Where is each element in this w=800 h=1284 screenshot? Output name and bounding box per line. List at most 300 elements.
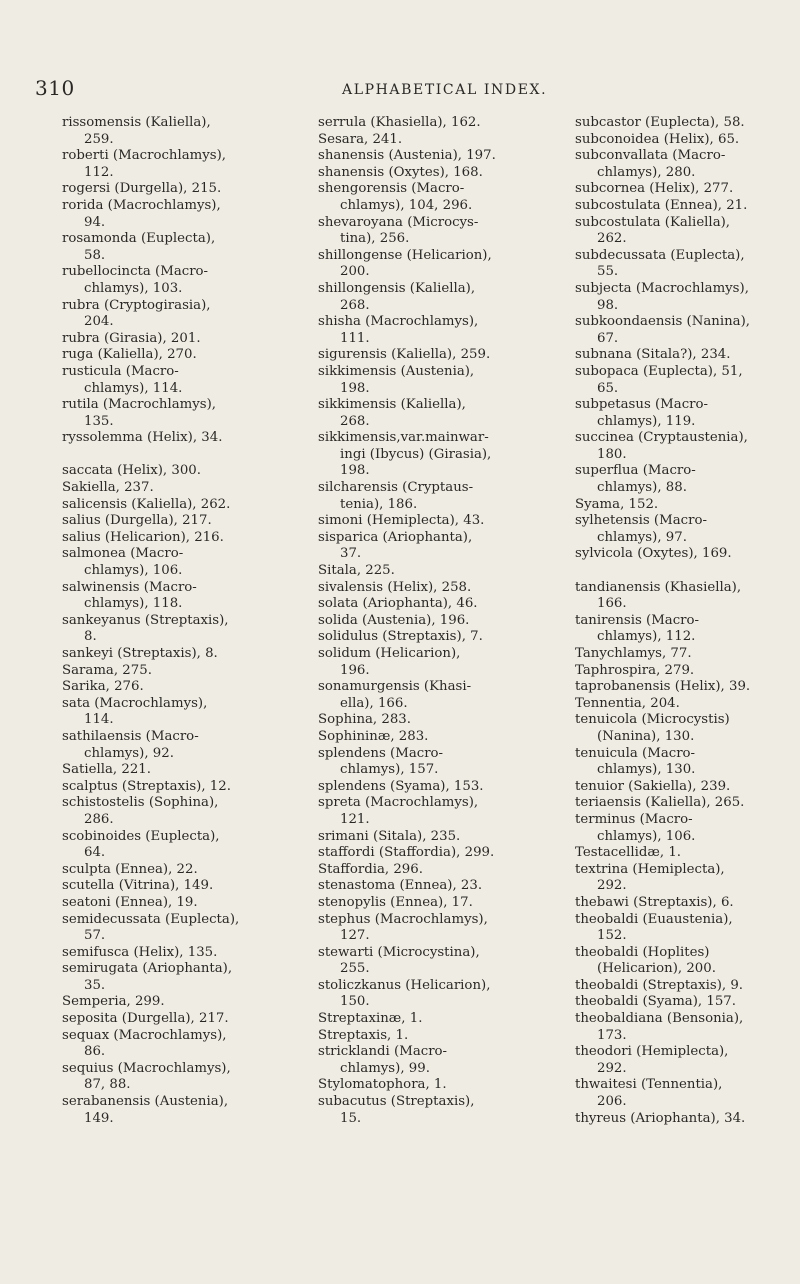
index-entry-term: Sakiella, 237. (62, 480, 154, 496)
index-entry (62, 961, 292, 994)
index-entry-continuation: tina), 256. (340, 231, 410, 247)
index-entry (318, 314, 548, 347)
index-entry-continuation: 286. (84, 811, 114, 827)
index-entry-term: shisha (Macrochlamys), (318, 314, 479, 330)
index-entry (575, 646, 790, 663)
index-entry-term: theobaldi (Hoplites) (575, 944, 710, 960)
index-entry-term: sequius (Macrochlamys), (62, 1060, 231, 1076)
index-entry-term: ryssolemma (Helix), 34. (62, 430, 223, 446)
index-entry-term: Tanychlamys, 77. (575, 646, 692, 661)
index-entry (318, 646, 548, 679)
index-entry-term: rorida (Macrochlamys), (62, 197, 221, 213)
index-entry (318, 181, 548, 214)
index-entry (62, 762, 292, 779)
index-entry-term: schistostelis (Sophina), (62, 795, 219, 811)
index-entry-term: semirugata (Ariophanta), (62, 961, 233, 977)
index-entry-term: salicensis (Kaliella), 262. (62, 496, 231, 512)
index-entry (575, 1011, 790, 1044)
index-entry (575, 779, 790, 796)
index-entry-continuation: ella), 166. (340, 695, 408, 711)
index-entry-term: srimani (Sitala), 235. (318, 828, 461, 844)
index-entry (318, 845, 548, 862)
index-entry (318, 1077, 548, 1094)
index-entry-term: rusticula (Macro- (62, 363, 179, 379)
index-entry (62, 231, 292, 264)
index-entry-term: Stylomatophora, 1. (318, 1077, 447, 1093)
index-entry-term: splendens (Syama), 153. (318, 778, 484, 794)
index-entry (62, 331, 292, 348)
index-entry (318, 215, 548, 248)
index-entry-term: subpetasus (Macro- (575, 397, 709, 413)
index-entry (575, 1111, 790, 1128)
index-entry-continuation: 292. (597, 1060, 627, 1076)
index-entry (318, 895, 548, 912)
index-entry-continuation: 65. (597, 380, 619, 396)
index-entry-continuation: chlamys), 119. (597, 413, 696, 429)
index-entry-term: sathilaensis (Macro- (62, 728, 199, 744)
index-entry-term: Streptaxinæ, 1. (318, 1011, 423, 1027)
index-entry (575, 696, 790, 713)
index-entry-term: theodori (Hemiplecta), (575, 1044, 729, 1060)
index-entry-continuation: (Helicarion), 200. (597, 961, 716, 977)
index-entry-continuation: (Nanina), 130. (597, 728, 695, 744)
index-entry-continuation: 57. (84, 928, 106, 944)
index-entry-term: stoliczkanus (Helicarion), (318, 977, 491, 993)
index-entry-continuation: 35. (84, 977, 106, 993)
index-entry (62, 1061, 292, 1094)
index-entry (318, 945, 548, 978)
index-entry (575, 148, 790, 181)
index-entry-continuation: chlamys), 106. (84, 563, 183, 579)
index-entry-term: seposita (Durgella), 217. (62, 1011, 229, 1027)
index-entry-term: Semperia, 299. (62, 994, 165, 1010)
page-header (0, 76, 800, 106)
index-entry (575, 945, 790, 978)
index-entry (318, 978, 548, 1011)
index-entry (318, 248, 548, 281)
index-entry (318, 596, 548, 613)
index-entry (318, 364, 548, 397)
index-entry (62, 497, 292, 514)
index-entry-term: rubra (Cryptogirasia), (62, 297, 211, 313)
index-entry-term: serrula (Khasiella), 162. (318, 115, 481, 130)
index-entry-continuation: 87, 88. (84, 1077, 131, 1093)
index-entry-continuation: 149. (84, 1110, 114, 1126)
index-entry-term: Staffordia, 296. (318, 861, 423, 877)
index-entry (318, 1094, 548, 1127)
index-entry (575, 497, 790, 514)
index-entry (62, 646, 292, 663)
index-entry-term: salmonea (Macro- (62, 546, 184, 562)
index-entry-term: ruga (Kaliella), 270. (62, 347, 197, 363)
index-entry (318, 513, 548, 530)
index-entry (318, 115, 548, 132)
index-entry-term: Satiella, 221. (62, 762, 151, 778)
index-entry (318, 795, 548, 828)
index-entry-term: subconvallata (Macro- (575, 148, 726, 164)
index-entry (575, 580, 790, 613)
index-entry (62, 613, 292, 646)
index-entry-term: stenastoma (Ennea), 23. (318, 878, 483, 894)
index-entry-continuation: 196. (340, 662, 370, 678)
index-entry-continuation: 268. (340, 297, 370, 313)
index-entry-term: teriaensis (Kaliella), 265. (575, 795, 745, 811)
index-entry-continuation: 173. (597, 1027, 627, 1043)
index-entry-continuation: chlamys), 112. (597, 629, 696, 645)
index-entry-continuation: chlamys), 118. (84, 596, 183, 612)
index-entry (575, 248, 790, 281)
index-entry-continuation: 180. (597, 446, 627, 462)
index-entry-term: rubra (Girasia), 201. (62, 330, 201, 346)
index-entry (575, 314, 790, 347)
index-entry-continuation: 8. (84, 629, 97, 645)
index-entry-continuation: 259. (84, 131, 114, 147)
index-entry-term: sata (Macrochlamys), (62, 695, 208, 711)
index-entry (62, 679, 292, 696)
index-entry (575, 1044, 790, 1077)
index-entry-term: theobaldiana (Bensonia), (575, 1011, 744, 1027)
index-entry-term: thyreus (Ariophanta), 34. (575, 1110, 746, 1126)
index-entry-term: Streptaxis, 1. (318, 1027, 409, 1043)
index-entry-term: scalptus (Streptaxis), 12. (62, 778, 231, 794)
index-entry-continuation: chlamys), 106. (597, 828, 696, 844)
index-entry-continuation: 114. (84, 712, 114, 728)
index-entry-term: stewarti (Microcystina), (318, 944, 480, 960)
index-entry-term: Sitala, 225. (318, 563, 395, 579)
index-entry-term: Testacellidæ, 1. (575, 845, 682, 861)
index-entry (62, 364, 292, 397)
index-entry-term: scobinoides (Euplecta), (62, 828, 220, 844)
index-entry (62, 878, 292, 895)
index-entry-term: subkoondaensis (Nanina), (575, 314, 751, 330)
index-entry (318, 132, 548, 149)
index-entry-continuation: chlamys), 103. (84, 280, 183, 296)
index-entry-term: Taphrospira, 279. (575, 662, 695, 678)
index-entry (575, 347, 790, 364)
index-entry-continuation: 206. (597, 1094, 627, 1110)
index-entry (575, 845, 790, 862)
index-entry-term: shanensis (Oxytes), 168. (318, 164, 483, 180)
index-entry-continuation: 292. (597, 878, 627, 894)
index-column-left (62, 115, 292, 1127)
index-entry-term: tanirensis (Macro- (575, 612, 700, 628)
index-entry (62, 264, 292, 297)
index-entry (575, 679, 790, 696)
index-entry-continuation: 198. (340, 380, 370, 396)
index-entry-continuation: 152. (597, 928, 627, 944)
index-entry (575, 281, 790, 314)
letter-section-gap (62, 447, 292, 464)
index-entry (318, 779, 548, 796)
index-entry (575, 513, 790, 546)
index-entry-term: rosamonda (Euplecta), (62, 231, 216, 247)
index-entry (575, 463, 790, 496)
index-entry-term: subjecta (Macrochlamys), (575, 280, 749, 296)
index-entry (62, 463, 292, 480)
index-entry-term: solidulus (Streptaxis), 7. (318, 629, 483, 645)
index-entry-term: tenuior (Sakiella), 239. (575, 778, 731, 794)
index-column-middle (318, 115, 548, 1127)
index-entry-continuation: 121. (340, 811, 370, 827)
index-entry (575, 546, 790, 563)
index-entry (62, 779, 292, 796)
index-entry-continuation: 198. (340, 463, 370, 479)
index-entry-continuation: 98. (597, 297, 619, 313)
index-entry (318, 430, 548, 480)
index-entry (62, 347, 292, 364)
index-entry-term: salius (Helicarion), 216. (62, 529, 224, 545)
index-entry-continuation: chlamys), 130. (597, 762, 696, 778)
index-entry-term: taprobanensis (Helix), 39. (575, 679, 751, 695)
index-entry (62, 1094, 292, 1127)
index-entry (575, 215, 790, 248)
index-entry (318, 712, 548, 729)
index-entry (318, 347, 548, 364)
index-entry-continuation: 86. (84, 1044, 106, 1060)
index-entry-term: textrina (Hemiplecta), (575, 861, 725, 877)
index-entry-continuation: tenia), 186. (340, 496, 418, 512)
index-entry-term: Sarama, 275. (62, 662, 152, 678)
index-entry-term: sylvicola (Oxytes), 169. (575, 546, 732, 562)
index-entry-term: theobaldi (Streptaxis), 9. (575, 977, 744, 993)
index-entry-term: Sophina, 283. (318, 712, 411, 728)
index-entry-continuation: 111. (340, 330, 370, 346)
index-entry (318, 912, 548, 945)
index-entry-continuation: ingi (Ibycus) (Girasia), (340, 446, 492, 462)
index-entry (62, 696, 292, 729)
index-entry-continuation: 94. (84, 214, 106, 230)
index-entry (318, 679, 548, 712)
index-entry-term: Syama, 152. (575, 496, 659, 512)
index-entry-continuation: chlamys), 92. (84, 745, 174, 761)
index-entry (318, 148, 548, 165)
index-entry-term: solida (Austenia), 196. (318, 612, 470, 628)
index-entry-term: theobaldi (Syama), 157. (575, 994, 736, 1010)
index-entry (318, 530, 548, 563)
index-entry-term: shengorensis (Macro- (318, 181, 465, 197)
index-entry (62, 1011, 292, 1028)
index-entry (62, 513, 292, 530)
index-entry (575, 430, 790, 463)
index-entry (62, 1028, 292, 1061)
index-entry-term: sisparica (Ariophanta), (318, 529, 473, 545)
index-entry-term: subdecussata (Euplecta), (575, 247, 745, 263)
index-entry (62, 580, 292, 613)
index-entry-continuation: 55. (597, 264, 619, 280)
index-entry (575, 812, 790, 845)
index-entry-term: staffordi (Staffordia), 299. (318, 845, 495, 861)
index-entry-term: scutella (Vitrina), 149. (62, 878, 214, 894)
index-entry (575, 397, 790, 430)
index-entry (62, 945, 292, 962)
index-entry (62, 298, 292, 331)
index-entry-term: solata (Ariophanta), 46. (318, 596, 478, 612)
index-entry-continuation: chlamys), 99. (340, 1060, 430, 1076)
index-entry-term: subopaca (Euplecta), 51, (575, 363, 743, 379)
index-entry-term: theobaldi (Euaustenia), (575, 911, 733, 927)
page-number: 310 (35, 76, 75, 100)
index-entry (62, 397, 292, 430)
index-entry (318, 729, 548, 746)
index-entry-term: salwinensis (Macro- (62, 579, 197, 595)
index-entry (575, 132, 790, 149)
index-entry-term: succinea (Cryptaustenia), (575, 430, 748, 446)
running-head: ALPHABETICAL INDEX. (342, 82, 548, 98)
index-entry-continuation: 255. (340, 961, 370, 977)
index-entry-continuation: 64. (84, 845, 106, 861)
index-entry (62, 895, 292, 912)
index-entry-term: Sophininæ, 283. (318, 728, 429, 744)
index-entry-continuation: 150. (340, 994, 370, 1010)
index-entry (62, 148, 292, 181)
index-entry (62, 994, 292, 1011)
index-entry-continuation: 67. (597, 330, 619, 346)
index-entry-term: splendens (Macro- (318, 745, 444, 761)
index-entry (575, 115, 790, 132)
index-entry-term: subcostulata (Kaliella), (575, 214, 731, 230)
index-entry-term: tandianensis (Khasiella), (575, 579, 742, 595)
index-entry-term: sikkimensis (Austenia), (318, 363, 475, 379)
index-entry-term: subacutus (Streptaxis), (318, 1094, 475, 1110)
index-entry-term: roberti (Macrochlamys), (62, 148, 227, 164)
index-entry (62, 115, 292, 148)
index-entry-continuation: 127. (340, 928, 370, 944)
index-entry-term: Sarika, 276. (62, 679, 144, 695)
index-entry (575, 1077, 790, 1110)
index-entry (318, 165, 548, 182)
index-entry-term: Sesara, 241. (318, 131, 403, 147)
index-entry (62, 795, 292, 828)
index-entry-continuation: chlamys), 157. (340, 762, 439, 778)
index-entry-continuation: chlamys), 97. (597, 529, 687, 545)
index-entry-term: rogersi (Durgella), 215. (62, 181, 222, 197)
index-entry (318, 862, 548, 879)
index-entry-term: semifusca (Helix), 135. (62, 944, 218, 960)
index-entry-term: thebawi (Streptaxis), 6. (575, 894, 734, 910)
index-entry-continuation: 268. (340, 413, 370, 429)
index-entry-continuation: chlamys), 280. (597, 164, 696, 180)
index-entry-term: sankeyanus (Streptaxis), (62, 612, 229, 628)
index-entry-term: superflua (Macro- (575, 463, 696, 479)
index-entry (62, 530, 292, 547)
index-entry (318, 397, 548, 430)
index-entry (318, 746, 548, 779)
index-entry (575, 978, 790, 995)
index-entry-term: sequax (Macrochlamys), (62, 1027, 227, 1043)
index-entry-continuation: 58. (84, 247, 106, 263)
index-entry-term: solidum (Helicarion), (318, 646, 461, 661)
index-entry (318, 1028, 548, 1045)
index-entry-term: shanensis (Austenia), 197. (318, 148, 496, 164)
index-entry (318, 480, 548, 513)
index-entry (318, 580, 548, 597)
index-entry-term: tenuicola (Microcystis) (575, 712, 730, 728)
index-entry (575, 795, 790, 812)
index-entry (62, 181, 292, 198)
index-entry (318, 878, 548, 895)
index-entry-term: sigurensis (Kaliella), 259. (318, 347, 491, 363)
index-entry-term: serabanensis (Austenia), (62, 1094, 229, 1110)
index-entry-continuation: 135. (84, 413, 114, 429)
index-entry-term: subconoidea (Helix), 65. (575, 131, 740, 147)
index-entry-term: subcostulata (Ennea), 21. (575, 197, 748, 213)
index-entry-term: stricklandi (Macro- (318, 1044, 448, 1060)
index-entry-continuation: 204. (84, 314, 114, 330)
index-entry-term: sivalensis (Helix), 258. (318, 579, 472, 595)
index-entry-term: sikkimensis (Kaliella), (318, 397, 466, 413)
index-entry (575, 198, 790, 215)
index-entry (575, 912, 790, 945)
index-entry (62, 546, 292, 579)
index-entry (318, 1011, 548, 1028)
index-entry (575, 994, 790, 1011)
index-entry-continuation: chlamys), 104, 296. (340, 197, 473, 213)
index-entry (318, 281, 548, 314)
index-entry (62, 829, 292, 862)
index-entry-continuation: 200. (340, 264, 370, 280)
index-entry-term: rubellocincta (Macro- (62, 264, 209, 280)
index-entry-term: sonamurgensis (Khasi- (318, 679, 472, 695)
index-entry-term: rutila (Macrochlamys), (62, 397, 217, 413)
index-entry-term: subnana (Sitala?), 234. (575, 347, 731, 363)
index-entry (62, 663, 292, 680)
index-entry-term: subcornea (Helix), 277. (575, 181, 734, 197)
index-entry (318, 1044, 548, 1077)
index-entry-term: sculpta (Ennea), 22. (62, 861, 198, 877)
index-entry-continuation: 37. (340, 546, 362, 562)
index-entry-term: saccata (Helix), 300. (62, 463, 201, 479)
index-entry (575, 746, 790, 779)
index-entry (575, 895, 790, 912)
index-entry-term: stenopylis (Ennea), 17. (318, 894, 473, 910)
index-entry (318, 613, 548, 630)
index-entry (575, 663, 790, 680)
index-entry (318, 629, 548, 646)
index-entry-term: stephus (Macrochlamys), (318, 911, 488, 927)
index-entry-term: sikkimensis,var.mainwar- (318, 430, 489, 446)
index-entry (575, 181, 790, 198)
index-entry-term: terminus (Macro- (575, 811, 693, 827)
index-entry (575, 712, 790, 745)
index-entry (62, 862, 292, 879)
index-entry (62, 198, 292, 231)
index-entry-term: silcharensis (Cryptaus- (318, 480, 474, 496)
index-entry-term: thwaitesi (Tennentia), (575, 1077, 723, 1093)
index-entry (62, 729, 292, 762)
index-entry (575, 364, 790, 397)
index-entry-continuation: 112. (84, 164, 114, 180)
index-entry (62, 912, 292, 945)
index-entry-term: shevaroyana (Microcys- (318, 214, 479, 230)
letter-section-gap (575, 563, 790, 580)
index-entry-term: simoni (Hemiplecta), 43. (318, 513, 485, 529)
index-entry (575, 862, 790, 895)
index-entry-term: subcastor (Euplecta), 58. (575, 115, 745, 130)
index-entry-term: sylhetensis (Macro- (575, 513, 707, 529)
index-entry-term: spreta (Macrochlamys), (318, 795, 479, 811)
index-entry-term: seatoni (Ennea), 19. (62, 894, 198, 910)
index-entry-continuation: 15. (340, 1110, 362, 1126)
index-entry (62, 480, 292, 497)
index-entry-term: shillongensis (Kaliella), (318, 280, 476, 296)
index-entry-term: sankeyi (Streptaxis), 8. (62, 646, 218, 661)
index-entry-continuation: chlamys), 88. (597, 480, 687, 496)
index-column-right (575, 115, 790, 1127)
index-entry (318, 563, 548, 580)
index-entry-term: salius (Durgella), 217. (62, 513, 212, 529)
index-entry-term: shillongense (Helicarion), (318, 247, 492, 263)
index-entry-term: Tennentia, 204. (575, 695, 680, 711)
